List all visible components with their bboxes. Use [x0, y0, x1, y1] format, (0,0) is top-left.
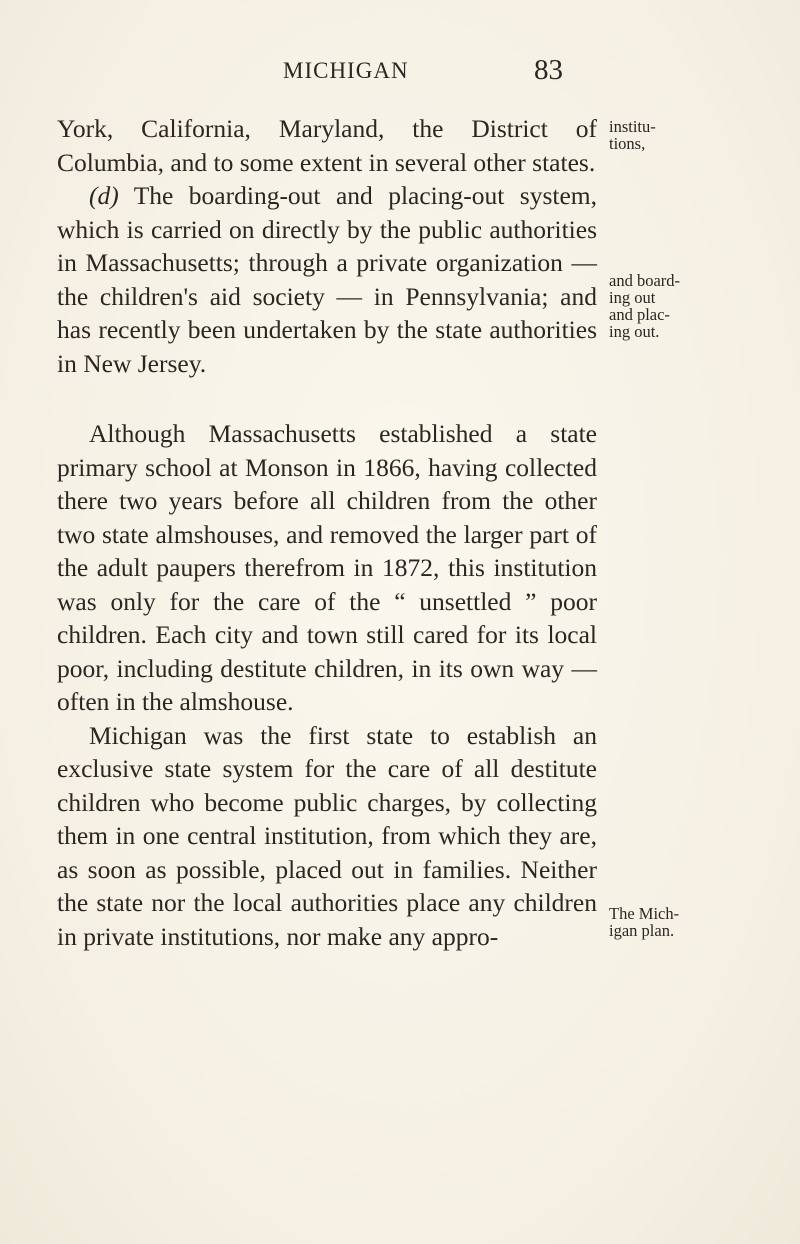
- item-label: (d): [89, 181, 119, 210]
- paragraph-item-d: [57, 179, 597, 380]
- margin-note: The Mich- igan plan.: [609, 904, 680, 940]
- paragraph-text: The boarding-out and placing-out system, which is carried on directly by the public authorities in Massachusetts; through a private organization — the children's aid society — in Pennsylvania; and has recently been undertaken by the state authorities in New Jersey.: [57, 181, 597, 378]
- margin-note: institu- tions,: [609, 117, 656, 153]
- paragraph-text: Although Massachusetts established a state primary school at Monson in 1866, having collected there two years before all children from the other two state almshouses, and removed the larger part of the adult paupers therefrom in 1872, this institution was only for the care of the “ unsettled ” poor children. Each city and town still cared for its local poor, including destitute children, in its own way — often in the almshouse.: [57, 419, 597, 716]
- running-title: MICHIGAN: [283, 58, 409, 83]
- margin-note: and board- ing out and plac- ing out.: [609, 271, 681, 341]
- paragraph-text: Michigan was the first state to establish an exclusive state system for the care of all destitute children who become public charges, by collecting them in one central institution, from which they are, as soon as possible, placed out in families. Neither the state nor the local authorities place any children in private institutions, nor make any appro-: [57, 720, 597, 951]
- page-number: 83: [534, 54, 563, 86]
- paragraph-text: York, California, Maryland, the District of Columbia, and to some extent in several other states.: [57, 114, 597, 177]
- paragraph-continuation: [57, 112, 597, 179]
- body-text: [57, 112, 597, 953]
- paragraph-michigan: [57, 719, 597, 954]
- paragraph-massachusetts: [57, 417, 597, 719]
